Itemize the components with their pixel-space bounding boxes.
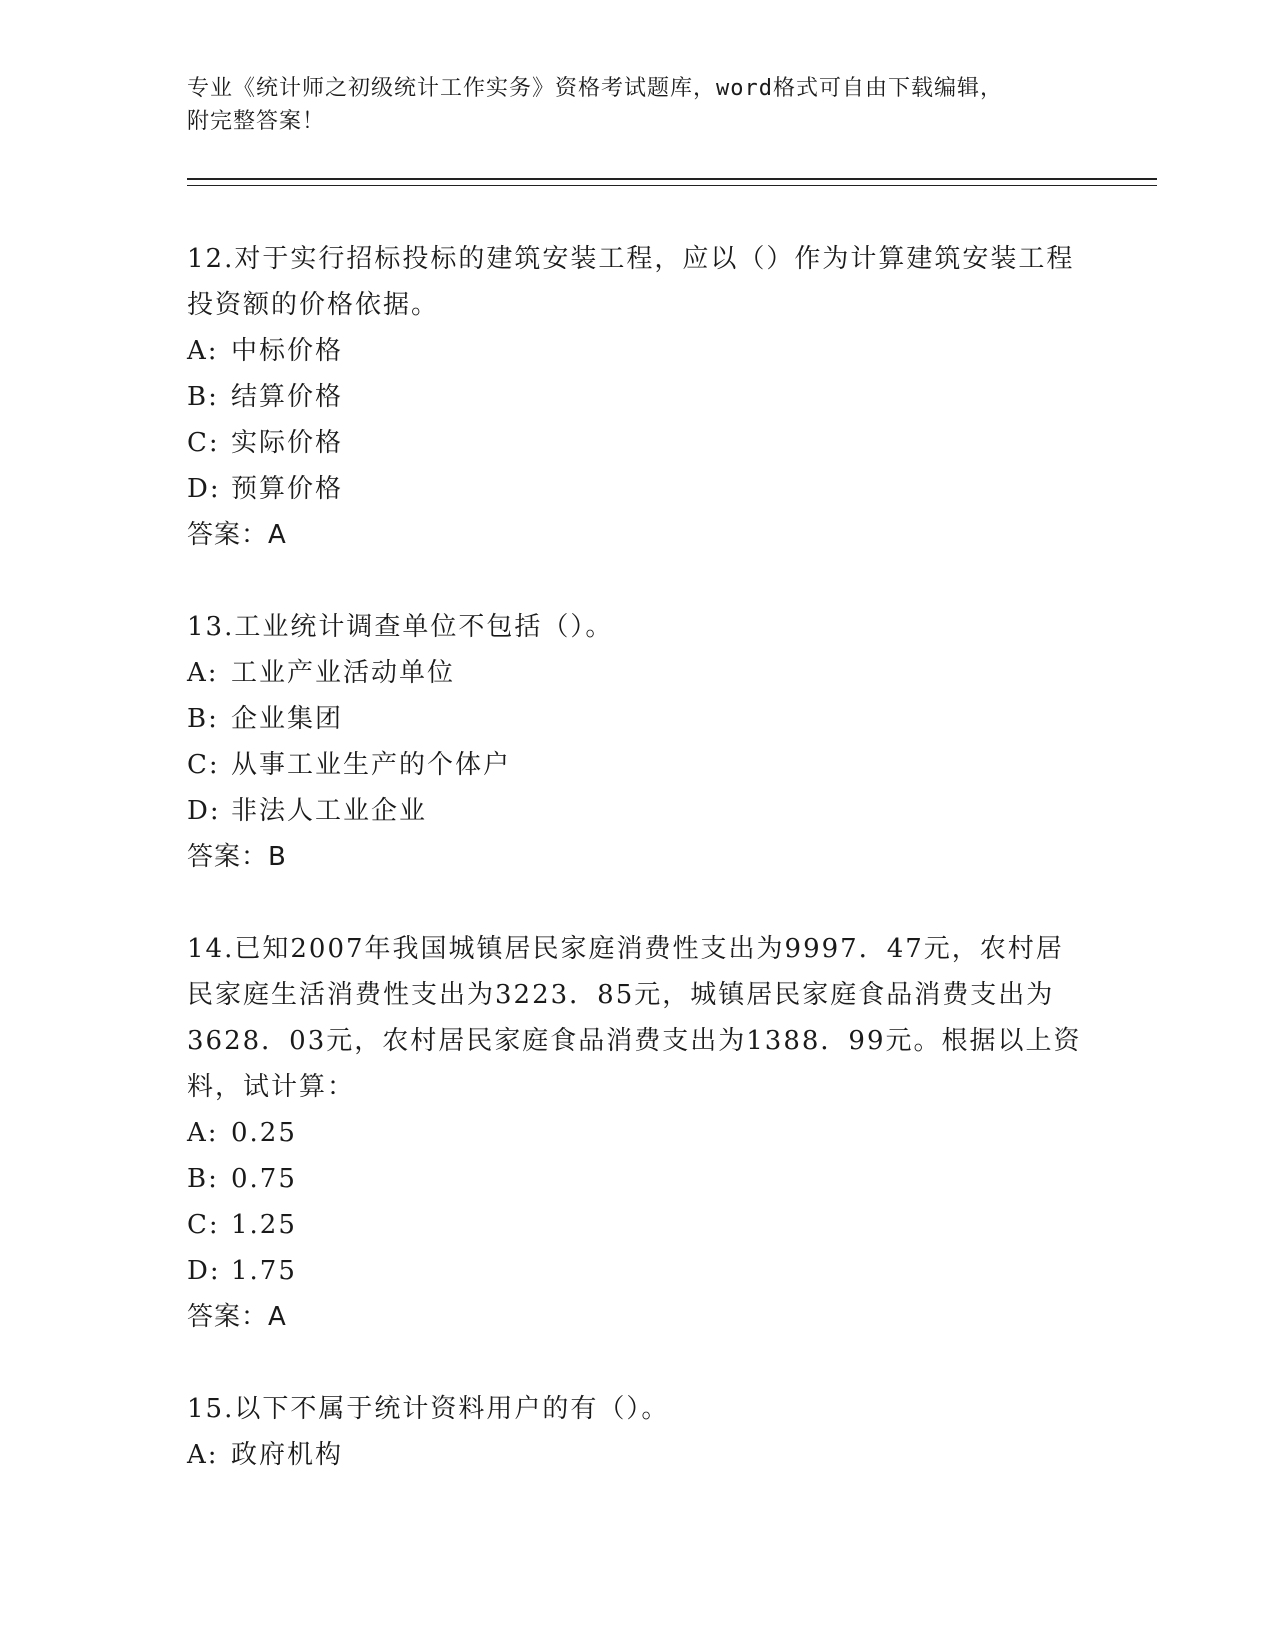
option-b [187,1156,1087,1202]
question-stem [187,926,1087,1110]
option-letter: C: [187,428,220,458]
option-letter: B: [187,704,219,734]
option-a [187,328,1087,374]
option-text: 1.25 [231,1210,297,1240]
question-number: 15. [187,1394,235,1424]
option-letter: A: [187,1440,219,1470]
option-d [187,466,1087,512]
header-divider [187,178,1157,186]
option-a [187,1432,1087,1478]
question-list [187,236,1087,1524]
answer-line: 答案：B [187,842,287,872]
option-d [187,788,1087,834]
option-letter: B: [187,1164,219,1194]
question-stem [187,1386,1087,1432]
option-letter: A: [187,658,219,688]
option-text: 0.75 [231,1164,297,1194]
option-letter: D: [187,796,221,826]
option-letter: C: [187,750,220,780]
option-a [187,1110,1087,1156]
option-text: 1.75 [231,1256,297,1286]
question-stem [187,236,1087,328]
question-text: 对于实行招标投标的建筑安装工程，应以（）作为计算建筑安装工程投资额的价格依据。 [187,244,1075,320]
option-b [187,374,1087,420]
option-a [187,650,1087,696]
question-14 [187,926,1087,1340]
option-text: 企业集团 [231,704,344,734]
question-number: 13. [187,612,235,642]
option-text: 从事工业生产的个体户 [231,750,512,780]
question-stem [187,604,1087,650]
option-d [187,1248,1087,1294]
option-letter: C: [187,1210,220,1240]
question-text: 以下不属于统计资料用户的有（）。 [234,1394,670,1424]
option-letter: D: [187,474,221,504]
option-text: 实际价格 [231,428,344,458]
question-number: 12. [187,244,235,274]
option-text: 非法人工业企业 [231,796,428,826]
answer-line: 答案：A [187,520,287,550]
header-intro-line-2: 附完整答案！ [187,109,326,134]
option-text: 工业产业活动单位 [231,658,456,688]
answer-line: 答案：A [187,1302,287,1332]
option-c [187,1202,1087,1248]
header-intro-line-1: 专业《统计师之初级统计工作实务》资格考试题库，word格式可自由下载编辑， [187,76,1003,101]
document-header [187,72,1067,138]
option-text: 政府机构 [231,1440,344,1470]
question-12 [187,236,1087,558]
option-text: 结算价格 [231,382,344,412]
question-number: 14. [187,934,235,964]
option-text: 0.25 [231,1118,297,1148]
option-c [187,742,1087,788]
option-text: 中标价格 [231,336,344,366]
option-b [187,696,1087,742]
option-c [187,420,1087,466]
option-letter: B: [187,382,219,412]
option-letter: A: [187,1118,219,1148]
question-text: 已知2007年我国城镇居民家庭消费性支出为9997．47元，农村居民家庭生活消费性支出为3223．85元，城镇居民家庭食品消费支出为3628．03元，农村居民家庭食品消费支出为1388．99元。根据以上资料，试计算： [187,934,1082,1102]
option-letter: A: [187,336,219,366]
option-letter: D: [187,1256,221,1286]
question-text: 工业统计调查单位不包括（）。 [234,612,614,642]
question-15 [187,1386,1087,1478]
option-text: 预算价格 [231,474,344,504]
question-13 [187,604,1087,880]
